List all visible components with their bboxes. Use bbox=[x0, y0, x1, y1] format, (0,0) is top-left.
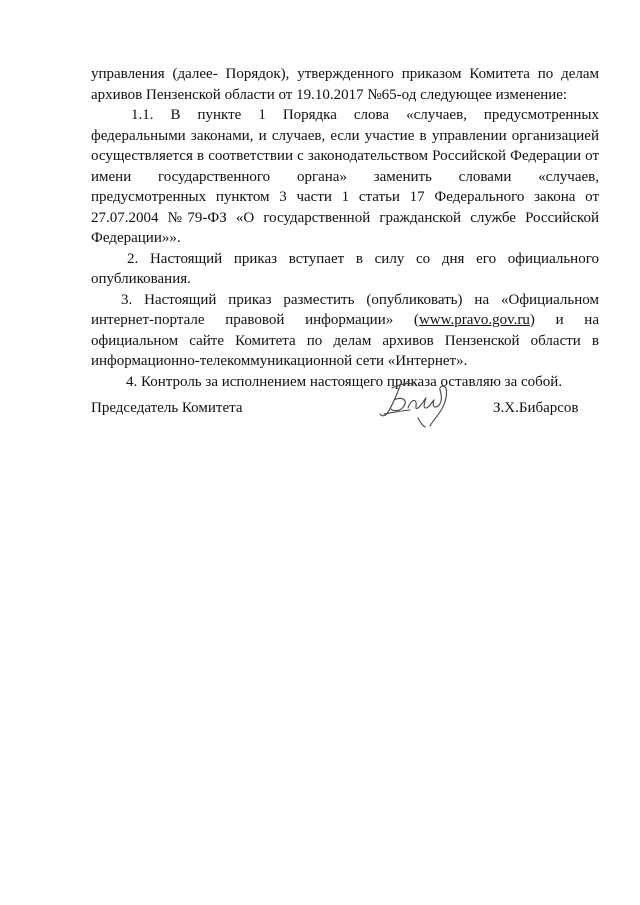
paragraph-1-1: 1.1. В пункте 1 Порядка слова «случаев, предусмотренных федеральными законами, и случаев, если участие в управлении организацией осуществляется в соответствии с законодательством Российской Федерации от имени государственного органа» заменить словами «случаев, предусмотренных пунктом 3 части 1 статьи 17 Федерального закона от 27.07.2004 №79-ФЗ «О государственной гражданской службе Российской Федерации»». bbox=[91, 107, 599, 246]
paragraph-intro: управления (далее- Порядок), утвержденного приказом Комитета по делам архивов Пензенской области от 19.10.2017 №65-од следующее изменение: bbox=[91, 66, 599, 103]
document-body bbox=[91, 64, 599, 392]
signatory-name: З.Х.Бибарсов bbox=[493, 400, 579, 416]
paragraph-2: 2. Настоящий приказ вступает в силу со дня его официального опубликования. bbox=[91, 250, 599, 287]
signatory-title: Председатель Комитета bbox=[91, 400, 243, 416]
pravo-gov-link[interactable]: www.pravo.gov.ru bbox=[418, 312, 530, 328]
paragraph-3-text-after: ) и на официальном сайте Комитета по делам архивов Пензенской области в информационно-телекоммуникационной сети «Интернет». bbox=[91, 312, 599, 369]
paragraph-4: 4. Контроль за исполнением настоящего приказа оставляю за собой. bbox=[126, 373, 563, 390]
paragraph-3 bbox=[91, 290, 599, 372]
handwritten-signature bbox=[370, 378, 466, 430]
paragraph-3-text-before: 3. Настоящий приказ разместить (опубликовать) на «Официальном интернет-портале правовой информации» ( bbox=[91, 291, 599, 328]
